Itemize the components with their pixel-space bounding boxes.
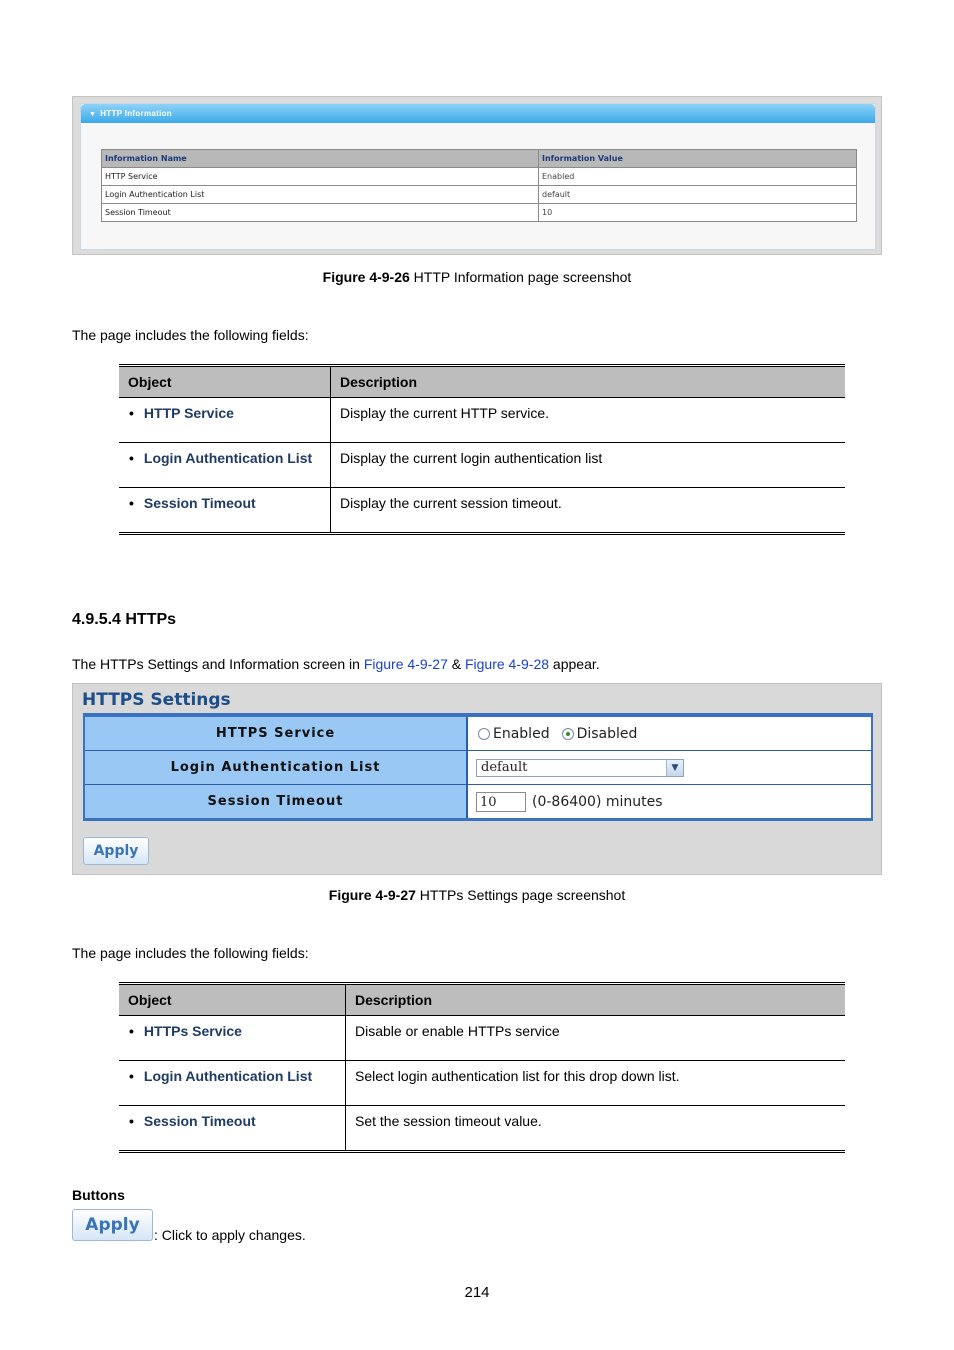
- table-header-row: [119, 366, 845, 398]
- login-authentication-label: Login Authentication List: [85, 751, 468, 784]
- http-information-panel: [80, 103, 876, 250]
- object-cell: [119, 1061, 346, 1106]
- intro-text: The HTTPs Settings and Information screen in: [72, 656, 364, 672]
- section-heading: 4.9.5.4 HTTPs: [72, 611, 177, 628]
- table-row: [102, 168, 857, 186]
- column-header: Description: [331, 366, 846, 398]
- session-timeout-label: Session Timeout: [85, 785, 468, 818]
- figure-link[interactable]: Figure 4-9-27: [363, 656, 448, 672]
- description-cell: Display the current session timeout.: [340, 495, 562, 511]
- collapse-triangle-icon: ▼: [89, 111, 97, 118]
- description-cell: Select login authentication list for this drop down list.: [346, 1061, 846, 1106]
- info-value: default: [539, 186, 857, 204]
- fields-intro: The page includes the following fields:: [72, 945, 309, 961]
- session-timeout-input[interactable]: 10: [476, 792, 526, 812]
- description-cell: Display the current login authentication list: [331, 443, 846, 488]
- info-value: Enabled: [539, 168, 857, 186]
- info-name: HTTP Service: [102, 168, 539, 186]
- buttons-heading: Buttons: [72, 1187, 125, 1203]
- object-name: • Session Timeout: [128, 1113, 256, 1129]
- info-name: Session Timeout: [102, 204, 539, 222]
- session-timeout-hint: (0-86400) minutes: [532, 793, 663, 810]
- login-authentication-row: [85, 751, 871, 785]
- description-cell: Disable or enable HTTPs service: [346, 1016, 846, 1061]
- table-row: [102, 186, 857, 204]
- chevron-down-icon[interactable]: ▼: [666, 760, 683, 776]
- description-cell: Display the current HTTP service.: [331, 398, 846, 443]
- object-name: • HTTP Service: [128, 405, 234, 421]
- object-cell: [119, 1106, 346, 1152]
- https-settings-screenshot: [72, 683, 882, 875]
- login-authentication-select[interactable]: [476, 759, 684, 777]
- https-service-row: [85, 717, 871, 751]
- apply-button[interactable]: Apply: [83, 837, 149, 865]
- object-cell: [119, 1016, 346, 1061]
- info-value: 10: [539, 204, 857, 222]
- enabled-radio-label: Enabled: [493, 725, 550, 742]
- https-settings-form: [83, 713, 873, 821]
- object-cell: [119, 488, 331, 534]
- session-timeout-field: [468, 785, 871, 818]
- http-information-screenshot: [72, 96, 882, 255]
- object-name: • Login Authentication List: [128, 450, 312, 466]
- section-intro: [72, 656, 600, 672]
- table-header-row: [102, 150, 857, 168]
- figure-text: HTTPs Settings page screenshot: [415, 887, 626, 903]
- panel-title: HTTP Information: [100, 109, 172, 118]
- object-name: • HTTPs Service: [128, 1023, 242, 1039]
- column-header: Description: [346, 984, 846, 1016]
- figure-label: Figure 4-9-26: [322, 269, 410, 285]
- figure-caption: [0, 887, 954, 903]
- apply-note: : Click to apply changes.: [154, 1227, 306, 1243]
- figure-caption: [0, 269, 954, 285]
- http-information-panel-header[interactable]: [81, 104, 875, 123]
- apply-button-example[interactable]: Apply: [72, 1209, 153, 1241]
- enabled-radio[interactable]: [478, 728, 490, 740]
- fields-table: [119, 364, 845, 535]
- object-cell: [119, 398, 331, 443]
- column-header: Object: [119, 366, 331, 398]
- table-row: [119, 443, 845, 488]
- fields-table: [119, 982, 845, 1153]
- table-row: [119, 1061, 845, 1106]
- http-information-table: [101, 149, 857, 222]
- disabled-radio-label: Disabled: [576, 725, 638, 742]
- column-header: Information Value: [539, 150, 857, 168]
- table-header-row: [119, 984, 845, 1016]
- column-header: Information Name: [102, 150, 539, 168]
- page-number: 214: [464, 1284, 490, 1301]
- intro-text: &: [447, 656, 465, 672]
- https-settings-title: HTTPS Settings: [82, 690, 231, 710]
- figure-text: HTTP Information page screenshot: [409, 269, 632, 285]
- object-cell: [119, 443, 331, 488]
- description-cell: Set the session timeout value.: [355, 1113, 542, 1129]
- table-row: [119, 488, 845, 534]
- info-name: Login Authentication List: [102, 186, 539, 204]
- https-service-label: HTTPS Service: [85, 717, 468, 750]
- https-service-field: [468, 717, 871, 750]
- login-authentication-field: [468, 751, 871, 784]
- object-name: • Login Authentication List: [128, 1068, 312, 1084]
- table-row: [119, 1106, 845, 1152]
- intro-text: appear.: [549, 656, 600, 672]
- table-row: [119, 1016, 845, 1061]
- select-value: default: [481, 760, 528, 775]
- session-timeout-row: [85, 785, 871, 818]
- figure-link[interactable]: Figure 4-9-28: [464, 656, 550, 672]
- table-row: [102, 204, 857, 222]
- figure-label: Figure 4-9-27: [328, 887, 416, 903]
- table-row: [119, 398, 845, 443]
- object-name: • Session Timeout: [128, 495, 256, 511]
- column-header: Object: [119, 984, 346, 1016]
- disabled-radio[interactable]: [562, 728, 574, 740]
- fields-intro: The page includes the following fields:: [72, 327, 309, 343]
